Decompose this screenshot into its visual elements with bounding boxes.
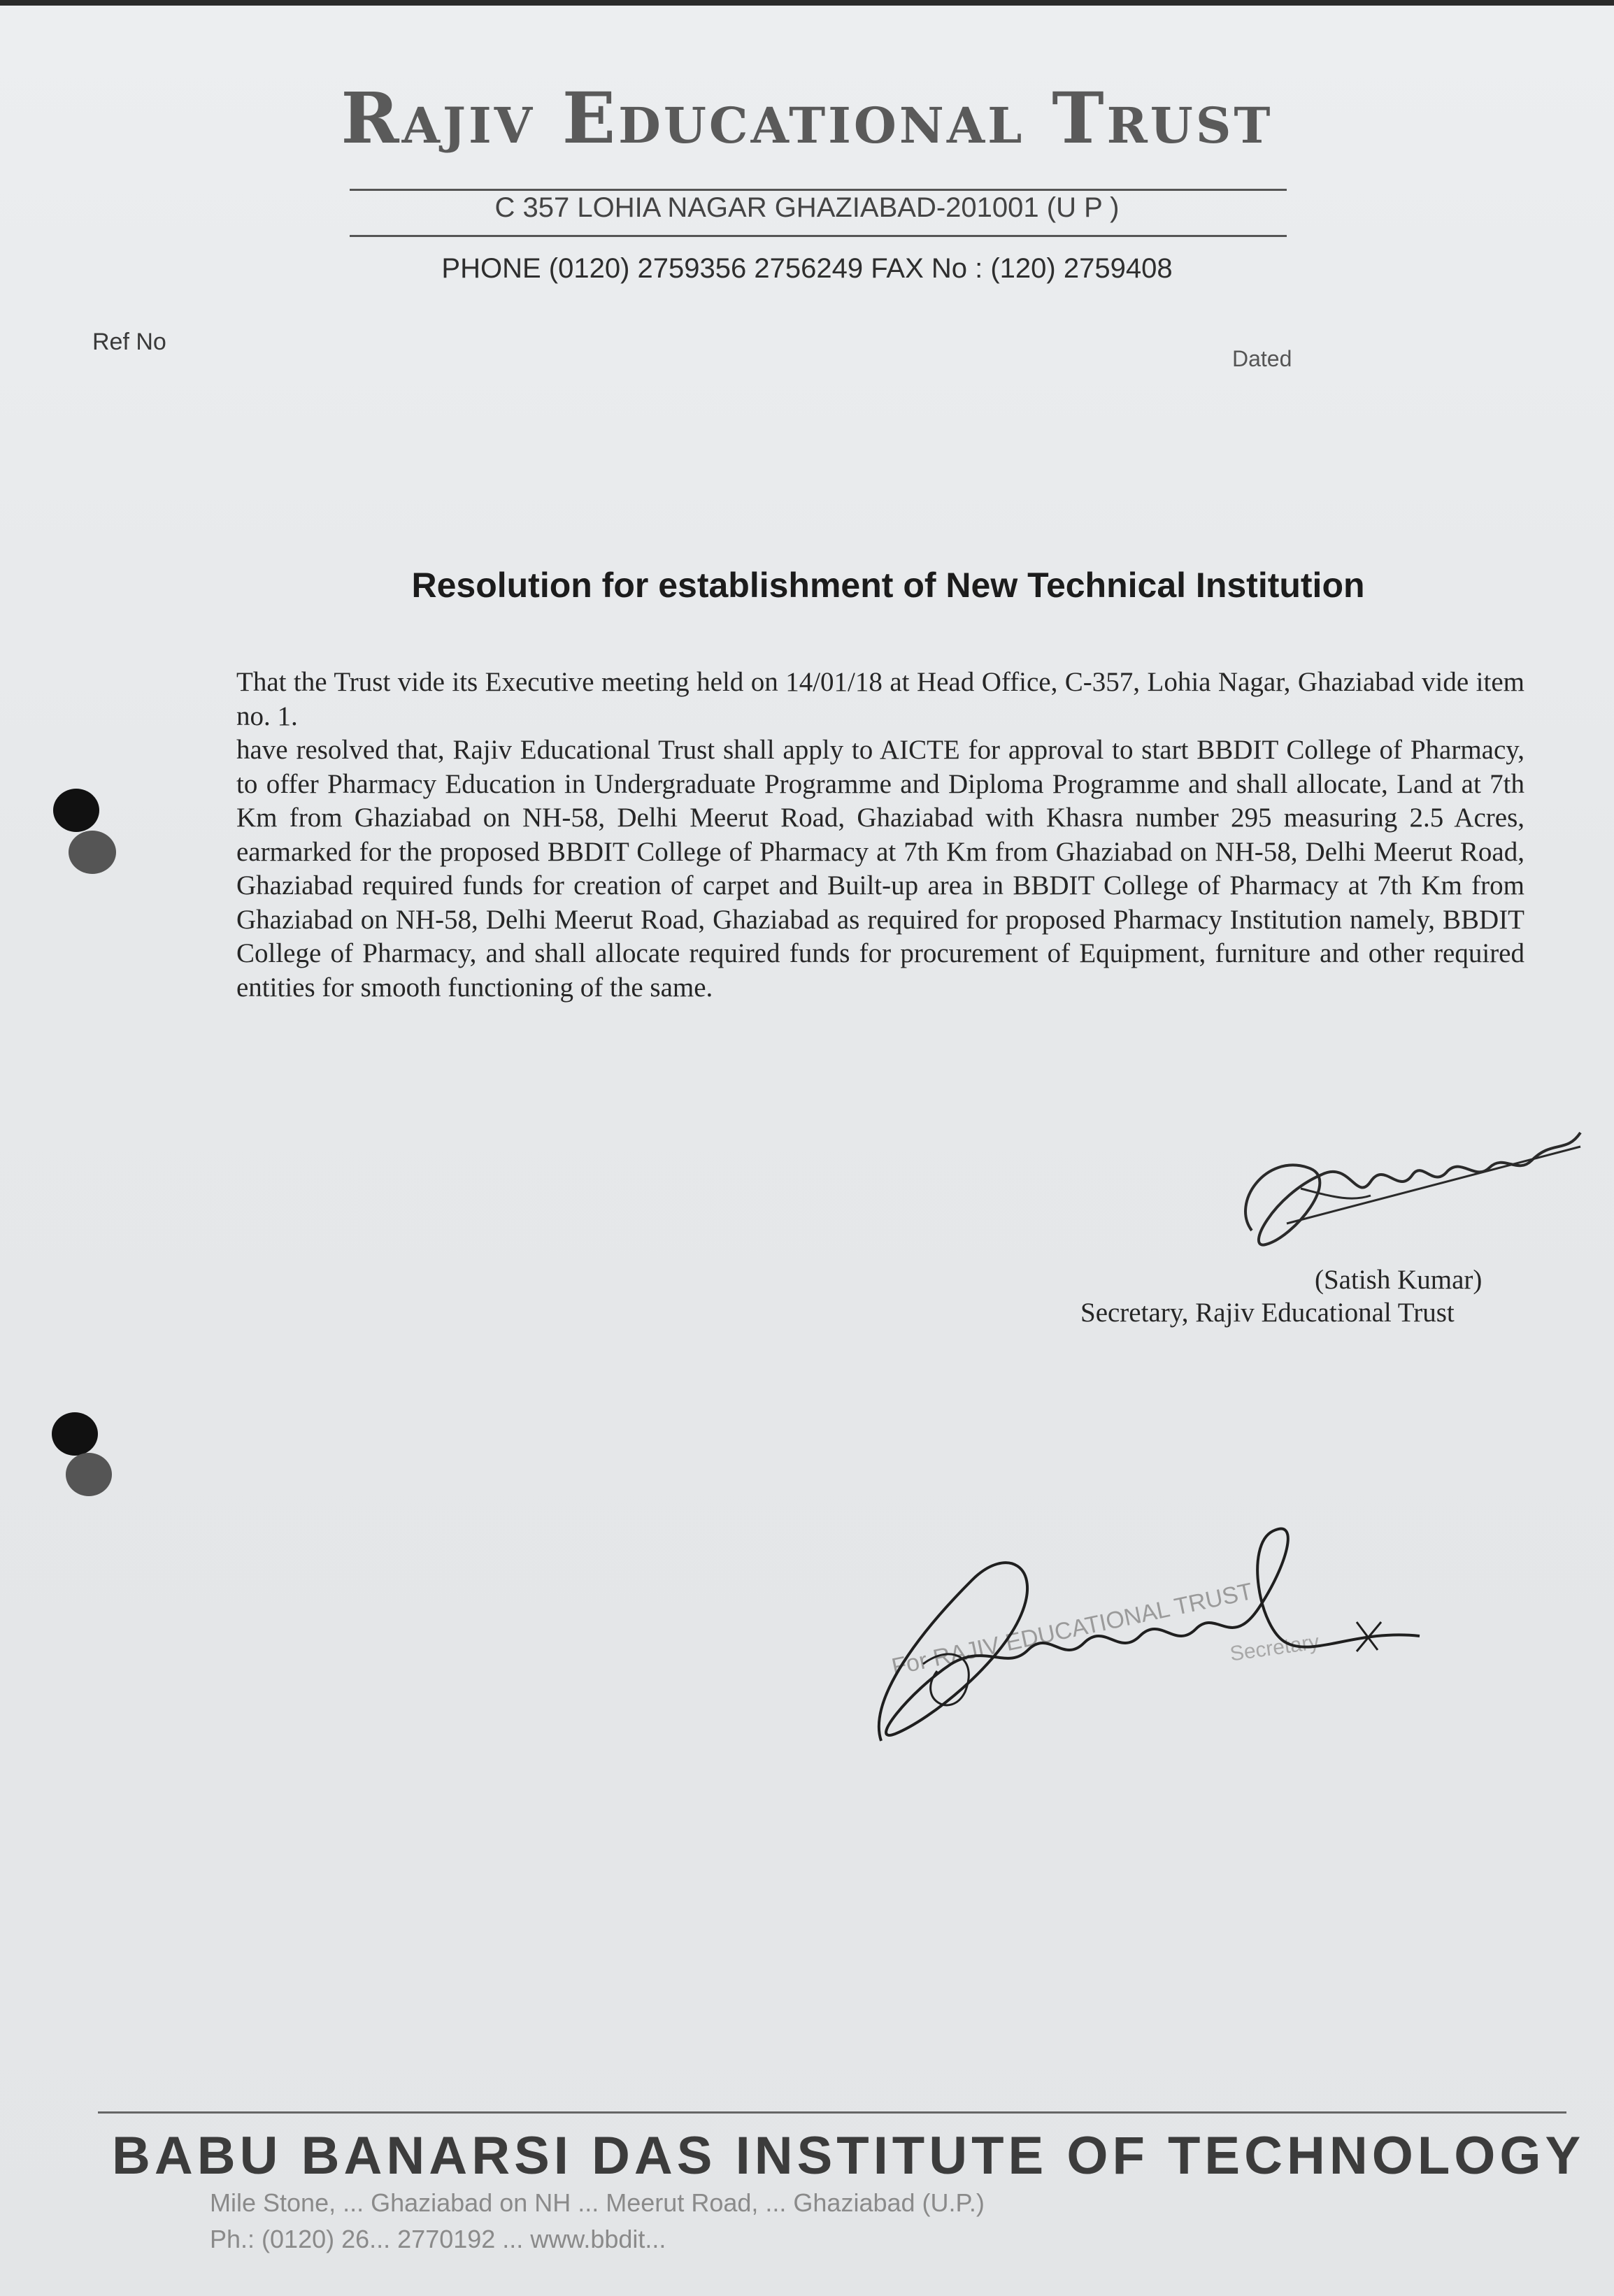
resolution-body (236, 666, 1524, 1005)
letterhead-phone: PHONE (0120) 2759356 2756249 FAX No : (120) 2759408 (441, 253, 1173, 284)
punch-hole (66, 1453, 112, 1496)
punch-hole (69, 831, 116, 874)
trust-stamp (867, 1489, 1427, 1755)
resolution-paragraph-1: That the Trust vide its Executive meeting held on 14/01/18 at Head Office, C-357, Lohia Nagar, Ghaziabad vide item no. 1. (236, 667, 1524, 731)
signature-secretary (1189, 1091, 1587, 1265)
footer-contact-line: Ph.: (0120) 26... 2770192 ... www.bbdit... (210, 2225, 666, 2253)
footer-institute-name: BABU BANARSI DAS INSTITUTE OF TECHNOLOGY (112, 2126, 1585, 2186)
stamp-role: Secretary (1228, 1630, 1321, 1666)
letterhead-rule-bottom (350, 235, 1287, 237)
scan-edge (0, 0, 1614, 6)
ref-number-label: Ref No (92, 329, 166, 355)
footer-address-line: Mile Stone, ... Ghaziabad on NH ... Meerut Road, ... Ghaziabad (U.P.) (210, 2188, 985, 2217)
dated-label: Dated (1232, 346, 1292, 371)
letterhead-rule-top (350, 189, 1287, 191)
signatory-title: Secretary, Rajiv Educational Trust (1080, 1298, 1455, 1328)
punch-hole (52, 1412, 98, 1456)
signatory-name: (Satish Kumar) (1315, 1265, 1483, 1295)
punch-hole (53, 789, 99, 832)
stamp-text: For RAJIV EDUCATIONAL TRUST (889, 1578, 1255, 1681)
letterhead-title: Rajiv Educational Trust (341, 77, 1273, 159)
document-heading: Resolution for establishment of New Technical Institution (411, 566, 1365, 605)
letterhead-address: C 357 LOHIA NAGAR GHAZIABAD-201001 (U P ) (494, 192, 1120, 223)
footer-rule (98, 2111, 1566, 2114)
resolution-paragraph-2: have resolved that, Rajiv Educational Trust shall apply to AICTE for approval to start BBDIT College of Pharmacy, to offer Pharmacy Education in Undergraduate Programme and Diploma Programme and shall allocate, Land at 7th Km from Ghaziabad on NH-58, Delhi Meerut Road, Ghaziabad with Khasra number 295 measuring 2.5 Acres, earmarked for the proposed BBDIT College of Pharmacy at 7th Km from Ghaziabad on NH-58, Delhi Meerut Road, Ghaziabad required funds for creation of carpet and Built-up area in BBDIT College of Pharmacy at 7th Km from Ghaziabad on NH-58, Delhi Meerut Road, Ghaziabad as required for proposed Pharmacy Institution namely, BBDIT College of Pharmacy, and shall allocate required funds for procurement of Equipment, furniture and other required entities for smooth functioning of the same. (236, 735, 1524, 1003)
